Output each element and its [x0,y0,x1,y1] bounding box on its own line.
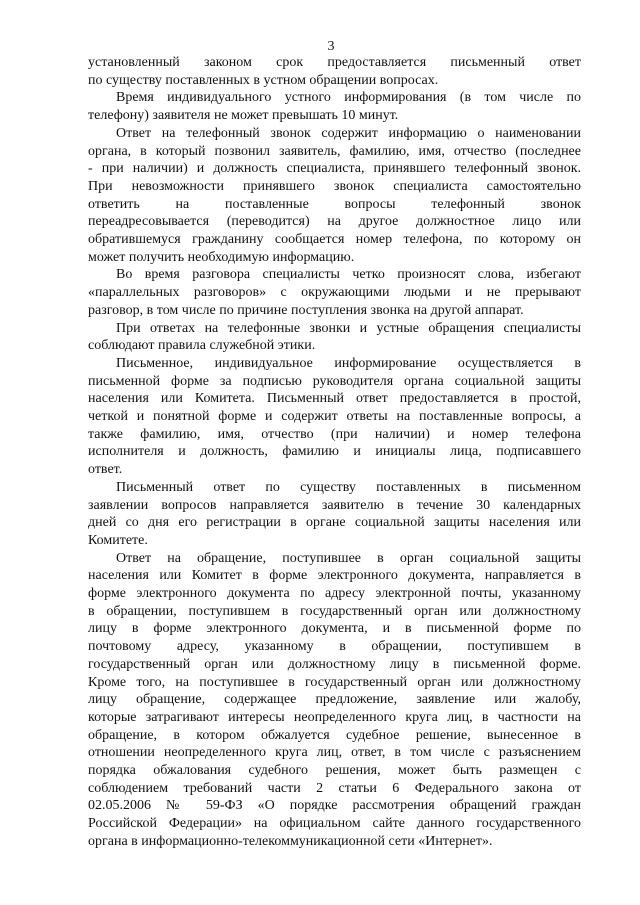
text-line: исполнителя и должность, фамилию и инициалы лица, подписавшего [88,444,581,460]
text-line: отношении неопределенного круга лиц, ответ, в том числе с разъяснением [88,745,581,761]
text-line: четкой и понятной форме и содержит ответы на поставленные вопросы, а [88,409,581,424]
text-line: государственный орган или должностному лицу в письменной форме. [88,656,581,672]
text-line: ответ. [88,462,123,478]
text-line: Во время разговора специалисты четко произносят слова, избегают [116,267,581,283]
text-line: Время индивидуального устного информирования (в том числе по [116,90,581,106]
text-line: Письменное, индивидуальное информирование осуществляется в [116,355,581,371]
text-line: населения или Комитет в форме электронного документа, направляется в [88,568,581,584]
text-line: населения или Комитета. Письменный ответ предоставляется в простой, [88,391,581,407]
text-line: «параллельных разговоров» с окружающими людьми и не прерывают [88,285,581,301]
text-line: установленный законом срок предоставляется письменный ответ [88,55,581,70]
text-line: телефону) заявителя не может превышать 10 минут. [88,108,399,124]
text-line: форме электронного документа по адресу электронной почты, указанному [88,586,581,601]
text-line: дней со дня его регистрации в органе социальной защиты населения или [88,515,581,531]
text-line: соблюдением требований части 2 статьи 6 Федерального закона от [88,780,581,796]
text-line: письменной форме за подписью руководителя органа социальной защиты [88,373,581,389]
text-line: по существу поставленных в устном обращении вопросах. [88,72,439,88]
text-line: 02.05.2006 № 59-ФЗ «О порядке рассмотрения обращений граждан [88,798,581,814]
text-line: почтовому адресу, указанному в обращении, поступившем в [88,639,581,655]
text-line: обращение, в котором обжалуется судебное решение, вынесенное в [88,727,581,743]
text-line: может получить необходимую информацию. [88,249,355,265]
text-line: обратившемуся гражданину сообщается номер телефона, по которому он [88,232,581,247]
text-line: разговор, в том числе по причине поступления звонка на другой аппарат. [88,302,524,318]
text-line: лицу в форме электронного документа, и в письменной форме по [88,621,581,637]
text-line: Письменный ответ по существу поставленных в письменном [116,479,581,495]
page-number: 3 [327,39,335,54]
text-line: Российской Федерации» на официальном сайте данного государственного [88,816,581,832]
text-line: органа в информационно-телекоммуникационной сети «Интернет». [88,833,493,849]
text-line: органа, в который позвонил заявитель, фамилию, имя, отчество (последнее [88,143,581,159]
text-line: соблюдают правила служебной этики. [88,338,316,354]
text-line: порядка обжалования судебного решения, может быть размещен с [88,763,581,778]
text-line: При невозможности принявшего звонок специалиста самостоятельно [88,178,581,194]
text-line: Ответ на телефонный звонок содержит информацию о наименовании [116,125,581,141]
text-line: - при наличии) и должность специалиста, принявшего телефонный звонок. [88,161,581,177]
text-line: ответить на поставленные вопросы телефонный звонок [88,196,581,212]
text-line: лицу обращение, содержащее предложение, заявление или жалобу, [88,692,581,708]
text-line: также фамилию, имя, отчество (при наличии) и номер телефона [88,426,581,442]
text-line: которые затрагивают интересы неопределенного круга лиц, в частности на [88,709,581,725]
text-line: Ответ на обращение, поступившее в орган социальной защиты [116,550,581,566]
text-line: Комитете. [88,532,148,548]
text-line: Кроме того, на поступившее в государственный орган или должностному [88,674,581,690]
text-line: заявлении вопросов направляется заявителю в течение 30 календарных [88,497,581,513]
text-line: в обращении, поступившем в государственный орган или должностному [88,603,581,619]
text-line: При ответах на телефонные звонки и устные обращения специалисты [116,320,581,336]
text-line: переадресовывается (переводится) на другое должностное лицо или [88,214,581,230]
